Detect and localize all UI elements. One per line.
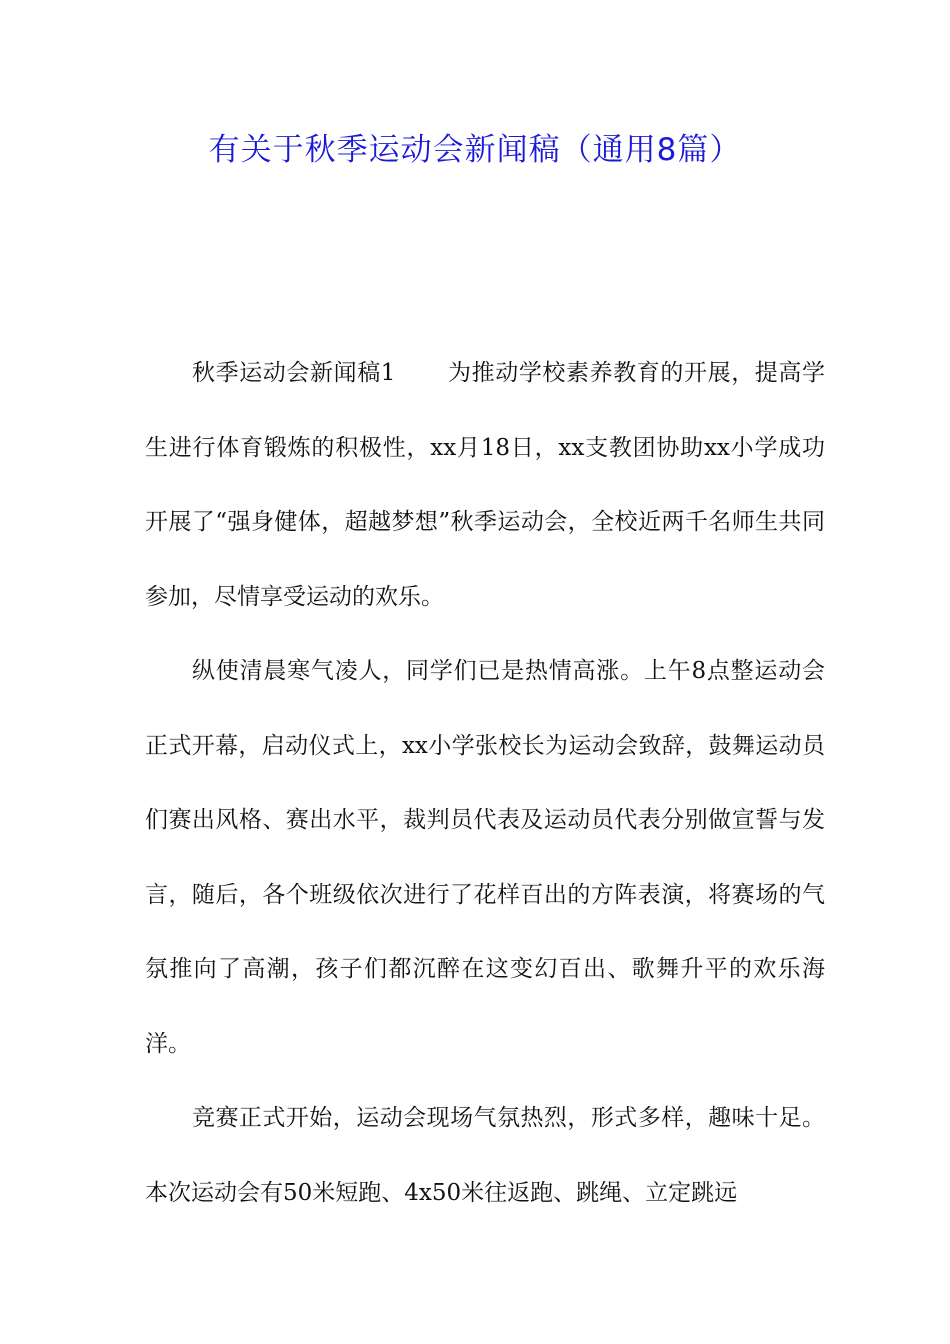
paragraph-3 [145,1081,825,1230]
paragraph-text: 竞赛正式开始，运动会现场气氛热烈，形式多样，趣味十足。本次运动会有50米短跑、4x50米往返跑、跳绳、立定跳远 [145,1105,825,1206]
document-body [145,336,825,1230]
paragraph-2 [145,634,825,1081]
document-title: 有关于秋季运动会新闻稿（通用8篇） [208,132,742,168]
paragraph-text: 纵使清晨寒气凌人，同学们已是热情高涨。上午8点整运动会正式开幕，启动仪式上，xx小学张校长为运动会致辞，鼓舞运动员们赛出风格、赛出水平，裁判员代表及运动员代表分别做宣誓与发言，随后，各个班级依次进行了花样百出的方阵表演，将赛场的气氛推向了高潮，孩子们都沉醉在这变幻百出、歌舞升平的欢乐海洋。 [145,658,825,1057]
paragraph-text: 为推动学校素养教育的开展，提高学生进行体育锻炼的积极性，xx月18日，xx支教团协助xx小学成功开展了“强身健体，超越梦想”秋季运动会，全校近两千名师生共同参加，尽情享受运动的欢乐。 [145,360,825,610]
paragraph-1 [145,336,825,634]
section-heading: 秋季运动会新闻稿1 [192,360,396,386]
